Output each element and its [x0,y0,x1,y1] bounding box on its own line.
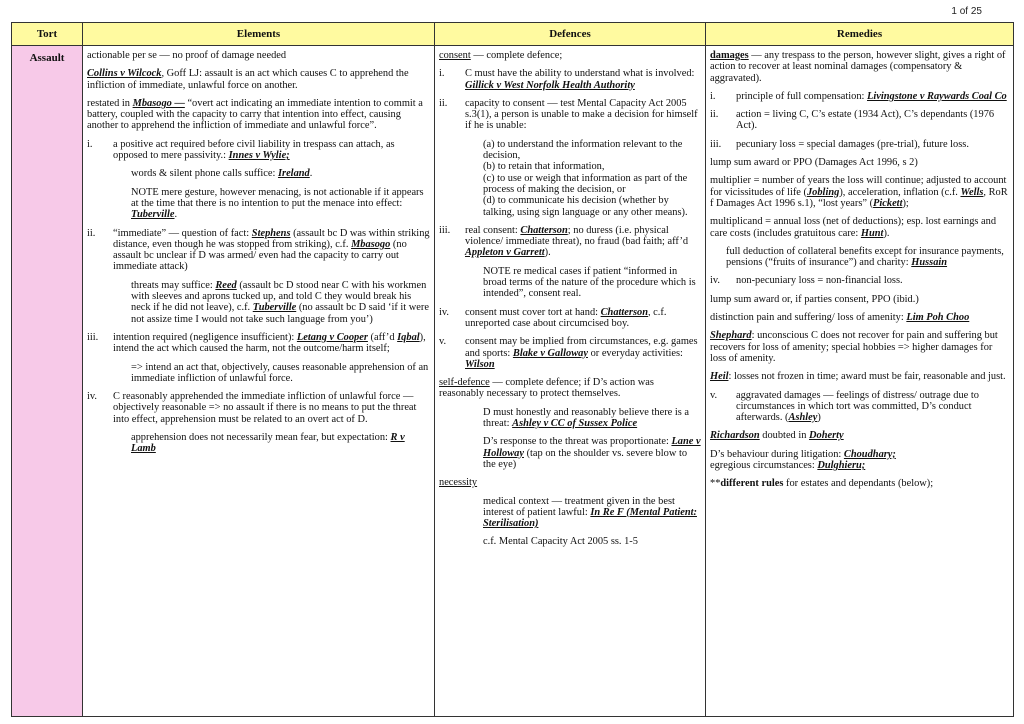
item-text: capacity to consent — test Mental Capacity Act 2005 s.3(1), a person is unable to make a decision for himself if he is unable: [465,97,698,132]
elements-item-iv [87,391,430,425]
remedies-behaviour [710,449,1009,472]
text: consent must cover tort at hand: [465,306,601,318]
text: ; no duress (i.e. physical violence/ immediate threat), no fraud (bad faith; aff’d [465,224,689,248]
text: , c.f. unreported case about circumcised boy. [465,306,667,329]
heading: consent [439,50,471,61]
text: D must honestly and reasonably believe there is a threat: [483,406,690,430]
text: multiplicand = annual loss (net of deductions); esp. lost earnings and care costs (includes gratuitous care: [710,216,997,239]
item-number: iii. [439,224,451,236]
remedies-multiplier [710,175,1009,209]
remedies-lump-sum: lump sum award or PPO (Damages Act 1996, s 2) [710,157,918,169]
defences-cell [435,46,706,717]
text: ); [902,197,909,209]
item-text: action = living C, C’s estate (1934 Act), C’s dependants (1976 Act). [736,109,995,132]
case-name: Heil [710,371,729,383]
item-text [465,68,701,91]
text: (tap on the shoulder vs. severe blow to the eye) [483,447,688,470]
elements-mbasogo [87,98,430,132]
defences-consent [439,50,701,61]
text: ) [817,412,821,424]
item-number: ii. [87,227,96,239]
case-name: Appleton v Garrett [465,247,545,259]
text: full deduction of collateral benefits except for insurance payments, pensions (“fruits of insurance”) and charity: [726,245,1004,269]
case-name: Ireland [277,168,310,180]
case-name: Dulghieru; [817,460,866,472]
text: aggravated damages — feelings of distress/ outrage due to circumstances in which tort was committed, D’s conduct afterwards. ( [736,389,979,424]
elements-item-ii [87,228,430,273]
item-number: iii. [710,138,722,150]
item-text [113,228,430,273]
defences-necessity-mca: c.f. Mental Capacity Act 2005 ss. 1-5 [483,536,638,548]
text: ** [710,478,721,490]
defences-sd-belief [483,407,701,430]
remedies-collateral [726,246,1009,269]
text: restated in [87,97,133,109]
case-name: Richardson [710,430,760,442]
text: (aff’d [367,331,398,343]
text: (assault bc D stood near C with his workmen with sleeves and aprons tucked up, and told C they would break his neck if he did not leave), c.f. [131,279,427,314]
defences-item-iii [439,225,701,259]
elements-intro: actionable per se — no proof of damage needed [87,50,287,61]
text: (assault bc D was within striking distance, even though he was stopped from striking), c.f. [113,227,430,250]
elements-note-gesture [131,187,430,221]
remedies-item-iv [710,275,1009,286]
capacity-item: (b) to retain that information, [483,161,605,173]
item-number: ii. [710,109,719,121]
header-tort: Tort [12,23,83,46]
case-name: Wells [960,186,984,198]
text: ). [883,227,890,239]
capacity-item: (d) to communicate his decision (whether by talking, using sign language or any other means). [483,195,688,218]
text: ), acceleration, inflation (c.f. [839,186,961,198]
text: : losses not frozen in time; award must be fair, reasonable and just. [728,371,1006,383]
case-name: Tuberville [252,302,297,314]
item-number: i. [710,90,716,102]
text: or everyday activities: [587,347,683,359]
remedies-damages [710,50,1009,84]
elements-intend: => intend an act that, objectively, causes reasonable apprehension of an immediate infliction of unlawful force. [131,361,429,384]
item-text: non-pecuniary loss = non-financial loss. [736,275,903,287]
remedies-item-v [710,390,1009,424]
case-name: Tuberville [131,209,175,221]
text: intention required (negligence insufficient): [113,331,297,343]
remedies-item-ii [710,109,1009,132]
case-name: Chatterson [520,224,568,236]
text: multiplier = number of years the loss will continue; adjusted to account for vicissitudes of life ( [710,175,1007,198]
item-number: v. [710,389,718,401]
item-text [736,91,1009,102]
item-number: iii. [87,331,99,343]
case-name: Collins v Wilcock [87,68,162,80]
case-name: Choudhary; [843,448,896,460]
item-number: v. [439,336,447,348]
text: words & silent phone calls suffice: [131,168,278,180]
item-text [736,390,1009,424]
remedies-item-i [710,91,1009,102]
case-name: Jobling [806,186,840,198]
case-name: In Re F (Mental Patient: Sterilisation) [483,506,697,530]
text: — complete defence; if D’s action was reasonably necessary to protect themselves. [439,377,654,400]
defences-item-ii [439,98,701,132]
case-name: Stephens [251,227,291,239]
defences-capacity-list [483,139,701,218]
case-name: Blake v Galloway [512,347,588,359]
elements-threats [131,280,430,325]
item-number: iv. [439,306,450,318]
text: medical context — treatment given in the best interest of patient lawful: [483,495,675,518]
text: (no assault bc unclear if D was armed/ even had the capacity to carry out immediate attack) [113,238,407,273]
case-name: Iqbal [397,331,420,343]
remedies-multiplicand [710,216,1009,239]
case-name: Reed [215,279,237,291]
elements-apprehension [131,432,430,455]
text: egregious circumstances: [710,460,818,472]
header-elements: Elements [83,23,435,46]
case-name: Mbasogo [351,238,391,250]
case-name: Innes v Wylie; [228,150,290,162]
text: real consent: [465,224,521,236]
case-name: Hussain [911,257,948,269]
remedies-shephard [710,330,1009,364]
case-name: Letang v Cooper [296,331,368,343]
item-text [465,307,701,330]
remedies-distinction [710,312,1009,323]
text: : unconscious C does not recover for pain and suffering but recovers for loss of amenity; special hobbies => higher damages for loss of amenity. [710,330,998,364]
defences-sd-proportionate [483,436,701,470]
case-name: Shephard [710,330,752,342]
assault-row [12,46,1014,717]
capacity-item: (c) to use or weigh that information as part of the process of making the decision, or [483,172,688,195]
text: — complete defence; [470,50,563,61]
text: — any trespass to the person, however slight, gives a right of action to recover at least nominal damages (compensatory & aggravated). [710,50,1006,84]
defences-item-v [439,336,701,370]
heading: self-defence [439,377,490,389]
text: C must have the ability to understand what is involved: [465,68,695,80]
text: “immediate” — question of fact: [113,227,252,239]
item-number: i. [87,138,93,150]
item-number: iv. [710,275,721,287]
text: doubted in [759,430,810,442]
elements-collins [87,68,430,91]
case-name: Hunt [860,227,884,239]
heading: damages [710,50,749,61]
item-text: C reasonably apprehended the immediate infliction of unlawful force — objectively reasonable => no assault if there is no means to put the threat into effect, apprehension must be related to an overt act of D. [113,391,417,425]
remedies-cell [706,46,1014,717]
text: NOTE mere gesture, however menacing, is not actionable if it appears at the time that there is no intention to put the menace into effect: [131,186,424,209]
text: a positive act required before civil liability in trespass can attach, as opposed to mere passivity.: [113,138,395,162]
elements-item-iii [87,332,430,355]
header-defences: Defences [435,23,706,46]
item-text [465,336,701,370]
text: for estates and dependants (below); [783,478,934,490]
text: principle of full compensation: [736,90,868,102]
item-text [113,139,430,162]
case-name: R v Lamb [131,432,405,455]
heading: necessity [439,477,478,489]
case-name: Lane v Holloway [483,436,701,459]
text: , RoR f Damages Act 1996 s.1), “lost years” ( [710,186,1008,209]
case-name: Doherty [809,430,844,442]
tort-table [11,22,1014,717]
tort-name: Assault [12,46,83,717]
item-text [465,225,701,259]
remedies-different-rules [710,478,1009,489]
elements-cell [83,46,435,717]
case-name: Wilson [465,358,495,370]
remedies-heil [710,371,1009,382]
text: ), intend the act which caused the harm, not the outcome/harm itself; [113,331,426,355]
case-name: Ashley [788,412,818,424]
case-name: Lim Poh Choo [906,312,970,324]
text: . [174,209,178,221]
defences-item-i [439,68,701,91]
defences-medical-note: NOTE re medical cases if patient “informed in broad terms of the nature of the procedure which is intended”, consent real. [483,265,696,300]
header-remedies: Remedies [706,23,1014,46]
defences-self-defence [439,377,701,400]
case-name: Pickett [873,197,903,209]
item-number: i. [439,68,445,80]
text: threats may suffice: [131,279,216,291]
item-text: pecuniary loss = special damages (pre-trial), future loss. [736,138,969,150]
remedies-lump-sum-ppo: lump sum award or, if parties consent, PPO (ibid.) [710,293,919,305]
text: distinction pain and suffering/ loss of amenity: [710,312,907,324]
elements-item-i [87,139,430,162]
text: different rules [720,478,784,490]
text: . [309,168,313,180]
defences-necessity-medical [483,496,701,530]
defences-item-iv [439,307,701,330]
text: apprehension does not necessarily mean fear, but expectation: [131,432,391,444]
text: (no assault bc D said ‘if it were not assize time I would not take such language from you’) [131,302,429,325]
text: , Goff LJ: assault is an act which causes C to apprehend the infliction of immediate, unlawful force on another. [87,68,409,91]
item-text [113,332,430,355]
capacity-item: (a) to understand the information relevant to the decision, [483,138,683,162]
text: ). [544,247,551,259]
header-row [12,23,1014,46]
case-name: Chatterson [600,306,648,318]
text: D’s behaviour during litigation: [710,448,844,460]
case-name: Mbasogo — [132,97,185,109]
item-number: iv. [87,391,98,403]
text: D’s response to the threat was proportionate: [483,436,672,448]
case-name: Livingstone v Raywards Coal Co [867,90,1007,102]
page-number: 1 of 25 [951,6,982,17]
case-name: Ashley v CC of Sussex Police [512,418,638,430]
item-number: ii. [439,97,448,109]
case-name: Gillick v West Norfolk Health Authority [465,79,635,91]
defences-necessity [439,477,701,488]
text: “overt act indicating an immediate intention to commit a battery, coupled with the capacity to carry that intention into effect, causing another to apprehend the infliction of immediate and unlawful force”. [87,97,423,132]
elements-phone-calls [131,168,430,179]
remedies-item-iii [710,139,1009,150]
remedies-richardson [710,430,1009,441]
text: consent may be implied from circumstances, e.g. games and sports: [465,336,698,359]
